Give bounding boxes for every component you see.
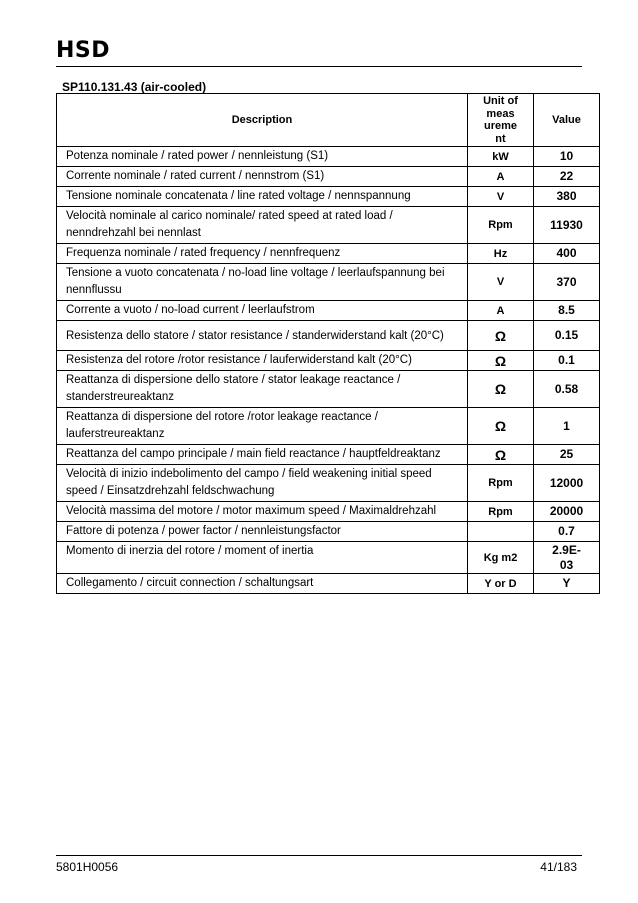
row-description: Tensione a vuoto concatenata / no-load line voltage / leerlaufspannung bei nennflussu [57,264,468,301]
row-description: Resistenza del rotore /rotor resistance / lauferwiderstand kalt (20°C) [57,351,468,371]
row-unit: Ω [468,371,534,408]
row-value: 8.5 [534,301,600,321]
table-row [57,574,600,594]
footer-divider [56,855,582,856]
row-description: Fattore di potenza / power factor / nennleistungsfactor [57,522,468,542]
row-description: Velocità massima del motore / motor maximum speed / Maximaldrehzahl [57,502,468,522]
table-row [57,542,600,574]
row-unit: Ω [468,351,534,371]
row-value: 370 [534,264,600,301]
header-unit: Unit of meas ureme nt [468,94,534,147]
row-description: Reattanza di dispersione dello statore / stator leakage reactance / standerstreureaktanz [57,371,468,408]
page-number: 41/183 [540,860,577,874]
row-value: 12000 [534,465,600,502]
row-value: 0.15 [534,321,600,351]
row-description: Corrente nominale / rated current / nennstrom (S1) [57,167,468,187]
row-description: Potenza nominale / rated power / nennleistung (S1) [57,147,468,167]
row-unit: Ω [468,408,534,445]
row-unit: V [468,264,534,301]
row-unit: A [468,301,534,321]
header-description: Description [57,94,468,147]
motor-spec-table [56,93,600,594]
row-description: Frequenza nominale / rated frequency / nennfrequenz [57,244,468,264]
row-value: 2.9E-03 [534,542,600,574]
row-description: Reattanza del campo principale / main field reactance / hauptfeldreaktanz [57,445,468,465]
table-row [57,522,600,542]
row-description: Velocità nominale al carico nominale/ rated speed at rated load / nenndrehzahl bei nennlast [57,207,468,244]
table-row [57,187,600,207]
table-row [57,445,600,465]
row-unit: Rpm [468,207,534,244]
row-unit: V [468,187,534,207]
row-value: Y [534,574,600,594]
row-value: 0.7 [534,522,600,542]
row-value: 11930 [534,207,600,244]
table-row [57,371,600,408]
row-value: 22 [534,167,600,187]
row-description: Corrente a vuoto / no-load current / leerlaufstrom [57,301,468,321]
row-value: 1 [534,408,600,445]
row-unit: Ω [468,321,534,351]
table-row [57,465,600,502]
model-title: SP110.131.43 (air-cooled) [62,80,207,94]
table-row [57,244,600,264]
header-divider [56,66,582,67]
row-value: 0.58 [534,371,600,408]
row-unit: Y or D [468,574,534,594]
row-description: Momento di inerzia del rotore / moment of inertia [57,542,468,574]
row-description: Reattanza di dispersione del rotore /rotor leakage reactance / lauferstreureaktanz [57,408,468,445]
table-row [57,321,600,351]
row-unit: Kg m2 [468,542,534,574]
row-unit: Ω [468,445,534,465]
document-code: 5801H0056 [56,860,119,874]
row-value: 25 [534,445,600,465]
row-unit: kW [468,147,534,167]
row-value: 380 [534,187,600,207]
table-row [57,408,600,445]
table-header-row [57,94,600,147]
row-unit: Rpm [468,502,534,522]
table-row [57,167,600,187]
row-description: Tensione nominale concatenata / line rated voltage / nennspannung [57,187,468,207]
row-value: 10 [534,147,600,167]
hsd-logo: HSD [56,38,111,63]
table-row [57,351,600,371]
row-description: Collegamento / circuit connection / schaltungsart [57,574,468,594]
row-value: 400 [534,244,600,264]
table-row [57,264,600,301]
row-value: 0.1 [534,351,600,371]
row-unit: A [468,167,534,187]
row-value: 20000 [534,502,600,522]
row-unit [468,522,534,542]
table-row [57,207,600,244]
row-description: Resistenza dello statore / stator resistance / standerwiderstand kalt (20°C) [57,321,468,351]
row-unit: Hz [468,244,534,264]
row-unit: Rpm [468,465,534,502]
row-description: Velocità di inizio indebolimento del campo / field weakening initial speed speed / Einsatzdrehzahl feldschwachung [57,465,468,502]
table-row [57,502,600,522]
table-row [57,147,600,167]
header-value: Value [534,94,600,147]
table-row [57,301,600,321]
